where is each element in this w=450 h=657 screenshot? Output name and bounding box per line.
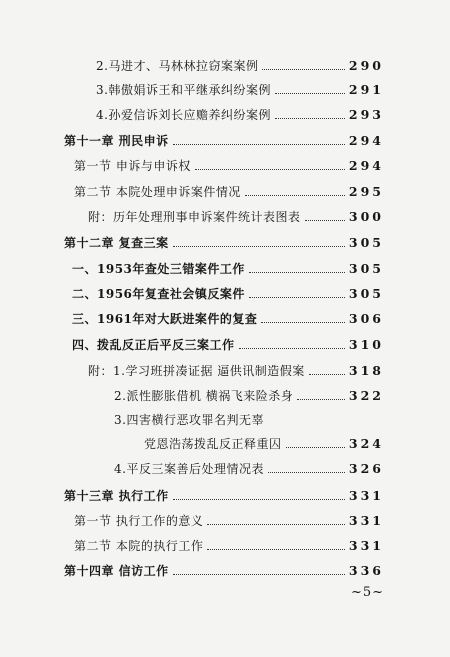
toc-leader <box>275 118 345 119</box>
toc-entry-title: 3.四害横行恶攻罪名判无辜 <box>114 413 264 427</box>
toc-entry-title: 4.平反三案善后处理情况表 <box>114 462 264 476</box>
toc-entry-page: 331 <box>348 513 384 528</box>
toc-chapter <box>64 133 384 149</box>
toc-entry <box>96 58 384 74</box>
toc-entry-page: 290 <box>348 58 384 73</box>
toc-entry-title: 第二节 本院处理申诉案件情况 <box>74 185 241 199</box>
toc-entry-page: 293 <box>348 107 384 122</box>
toc-leader <box>249 272 345 273</box>
toc-entry-page: 306 <box>348 311 384 326</box>
toc-entry <box>96 107 384 123</box>
toc-entry-title: 第十三章 执行工作 <box>64 489 169 503</box>
toc-leader <box>245 195 345 196</box>
toc-entry-page: 318 <box>348 363 384 378</box>
toc-entry-page: 305 <box>348 286 384 301</box>
toc-section <box>74 158 384 174</box>
toc-entry <box>114 412 384 428</box>
toc-leader <box>249 297 345 298</box>
toc-leader <box>207 549 345 550</box>
toc-leader <box>195 169 345 170</box>
toc-leader <box>173 574 345 575</box>
toc-entry-title: 第一节 申诉与申诉权 <box>74 159 191 173</box>
toc-entry-title: 2.马进才、马林林拉窃案案例 <box>96 59 259 73</box>
toc-entry-page: 324 <box>348 436 384 451</box>
toc-leader <box>262 69 344 70</box>
toc-entry-title: 第二节 本院的执行工作 <box>74 539 204 553</box>
toc-entry-page: 322 <box>348 388 384 403</box>
toc-section <box>74 184 384 200</box>
toc-entry-page: 310 <box>348 337 384 352</box>
toc-entry-title: 附：1.学习班拼凑证据 逼供讯制造假案 <box>88 364 305 378</box>
toc-leader <box>309 374 345 375</box>
toc-leader <box>173 499 345 500</box>
page-number: ~5~ <box>350 585 384 600</box>
toc-entry-title: 第十一章 刑民申诉 <box>64 134 169 148</box>
toc-leader <box>261 322 345 323</box>
toc-entry-title: 第十二章 复查三案 <box>64 236 169 250</box>
toc-entry-continuation <box>144 436 384 452</box>
toc-leader <box>275 93 345 94</box>
toc-entry-page: 336 <box>348 563 384 578</box>
toc-entry-title: 四、拨乱反正后平反三案工作 <box>72 338 235 352</box>
toc-entry-title: 第十四章 信访工作 <box>64 564 169 578</box>
toc-leader <box>239 348 345 349</box>
toc-section <box>72 311 384 327</box>
toc-leader <box>297 399 345 400</box>
toc-entry-page: 305 <box>348 261 384 276</box>
toc-entry-title: 2.派性膨胀借机 横祸飞来险杀身 <box>114 389 294 403</box>
toc-entry <box>88 209 384 225</box>
toc-entry-page: 300 <box>348 209 384 224</box>
toc-entry-title: 二、1956年复查社会镇反案件 <box>72 287 245 301</box>
toc-entry-title: 第一节 执行工作的意义 <box>74 514 204 528</box>
toc-entry-title: 附：历年处理刑事申诉案件统计表图表 <box>88 210 301 224</box>
toc-entry <box>114 388 384 404</box>
toc-entry <box>88 363 384 379</box>
toc-chapter <box>64 488 384 504</box>
toc-leader <box>207 524 345 525</box>
toc-section <box>72 261 384 277</box>
toc-leader <box>286 447 345 448</box>
toc-section <box>72 337 384 353</box>
toc-section <box>72 286 384 302</box>
toc-chapter <box>64 235 384 251</box>
toc-entry-title: 党恩浩荡拨乱反正释重囚 <box>144 437 282 451</box>
toc-entry-title: 一、1953年查处三错案件工作 <box>72 262 245 276</box>
toc-leader <box>268 472 345 473</box>
toc-entry-title: 三、1961年对大跃进案件的复查 <box>72 312 258 326</box>
toc-entry-page: 331 <box>348 488 384 503</box>
toc-entry <box>96 82 384 98</box>
toc-entry-page: 294 <box>348 133 384 148</box>
toc-entry-page: 291 <box>348 82 384 97</box>
toc-leader <box>305 220 345 221</box>
toc-chapter <box>64 563 384 579</box>
toc-leader <box>173 246 345 247</box>
toc-leader <box>173 144 345 145</box>
toc-entry-page: 331 <box>348 538 384 553</box>
toc-entry <box>114 461 384 477</box>
toc-entry-page: 295 <box>348 184 384 199</box>
toc-entry-title: 3.韩傲娟诉王和平继承纠纷案例 <box>96 83 271 97</box>
toc-section <box>74 538 384 554</box>
toc-entry-page: 326 <box>348 461 384 476</box>
toc-entry-page: 305 <box>348 235 384 250</box>
toc-section <box>74 513 384 529</box>
toc-entry-title: 4.孙爱信诉刘长应赡养纠纷案例 <box>96 108 271 122</box>
toc-entry-page: 294 <box>348 158 384 173</box>
